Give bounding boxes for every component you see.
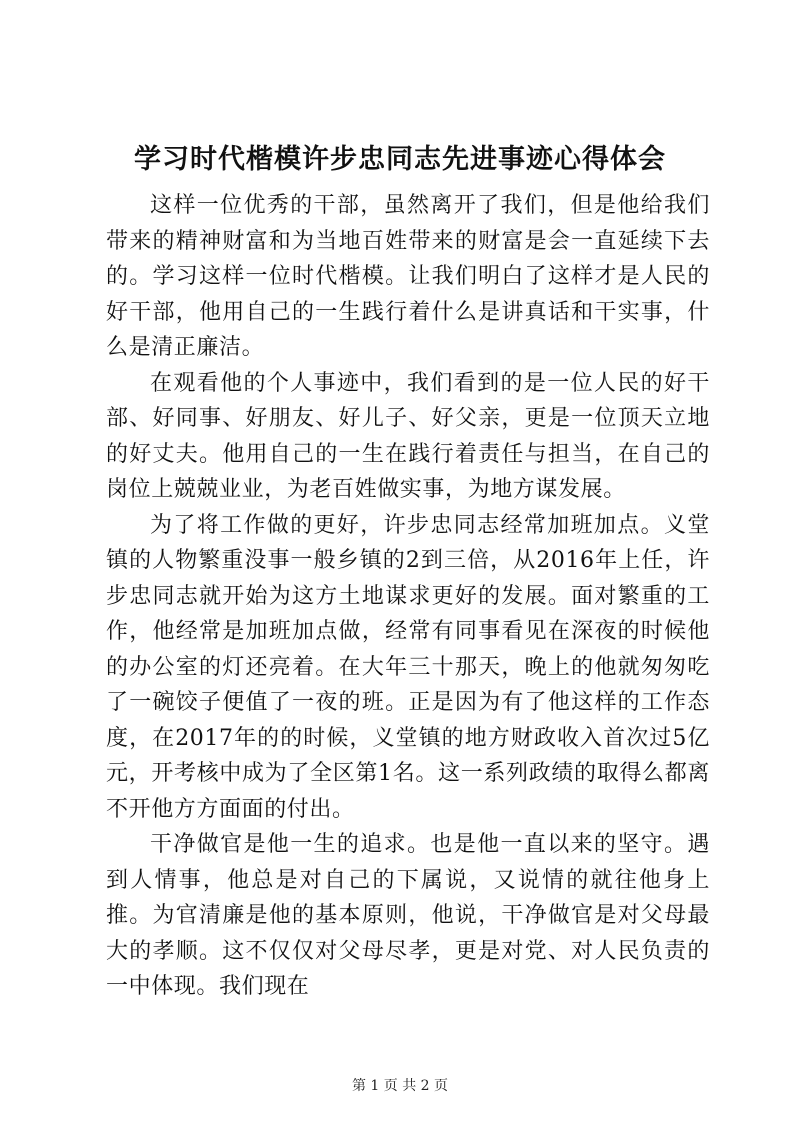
paragraph-4: 干净做官是他一生的追求。也是他一直以来的坚守。遇到人情事，他总是对自己的下属说，又说情的就往他身上推。为官清廉是他的基本原则，他说，干净做官是对父母最大的孝顺。这不仅仅对父母尽孝，更是对党、对人民负责的一中体现。我们现在 xyxy=(106,832,710,999)
paragraph-3: 为了将工作做的更好，许步忠同志经常加班加点。义堂镇的人物繁重没事一般乡镇的2到三倍，从2016年上任，许步忠同志就开始为这方土地谋求更好的发展。面对繁重的工作，他经常是加班加点做，经常有同事看见在深夜的时候他的办公室的灯还亮着。在大年三十那天，晚上的他就匆匆吃了一碗饺子便值了一夜的班。正是因为有了他这样的工作态度，在2017年的的时候，义堂镇的地方财政收入首次过5亿元，开考核中成为了全区第1名。这一系列政绩的取得么都离不开他方方面面的付出。 xyxy=(106,512,710,822)
document-body xyxy=(106,188,710,1005)
paragraph-2: 在观看他的个人事迹中，我们看到的是一位人民的好干部、好同事、好朋友、好儿子、好父亲，更是一位顶天立地的好丈夫。他用自己的一生在践行着责任与担当，在自己的岗位上兢兢业业，为老百姓做实事，为地方谋发展。 xyxy=(106,370,710,502)
paragraph-1: 这样一位优秀的干部，虽然离开了我们，但是他给我们带来的精神财富和为当地百姓带来的财富是会一直延续下去的。学习这样一位时代楷模。让我们明白了这样才是人民的好干部，他用自己的一生践行着什么是讲真话和干实事，什么是清正廉洁。 xyxy=(106,193,710,360)
page-footer: 第 1 页 共 2 页 xyxy=(351,1078,449,1094)
document-title: 学习时代楷模许步忠同志先进事迹心得体会 xyxy=(134,144,666,175)
